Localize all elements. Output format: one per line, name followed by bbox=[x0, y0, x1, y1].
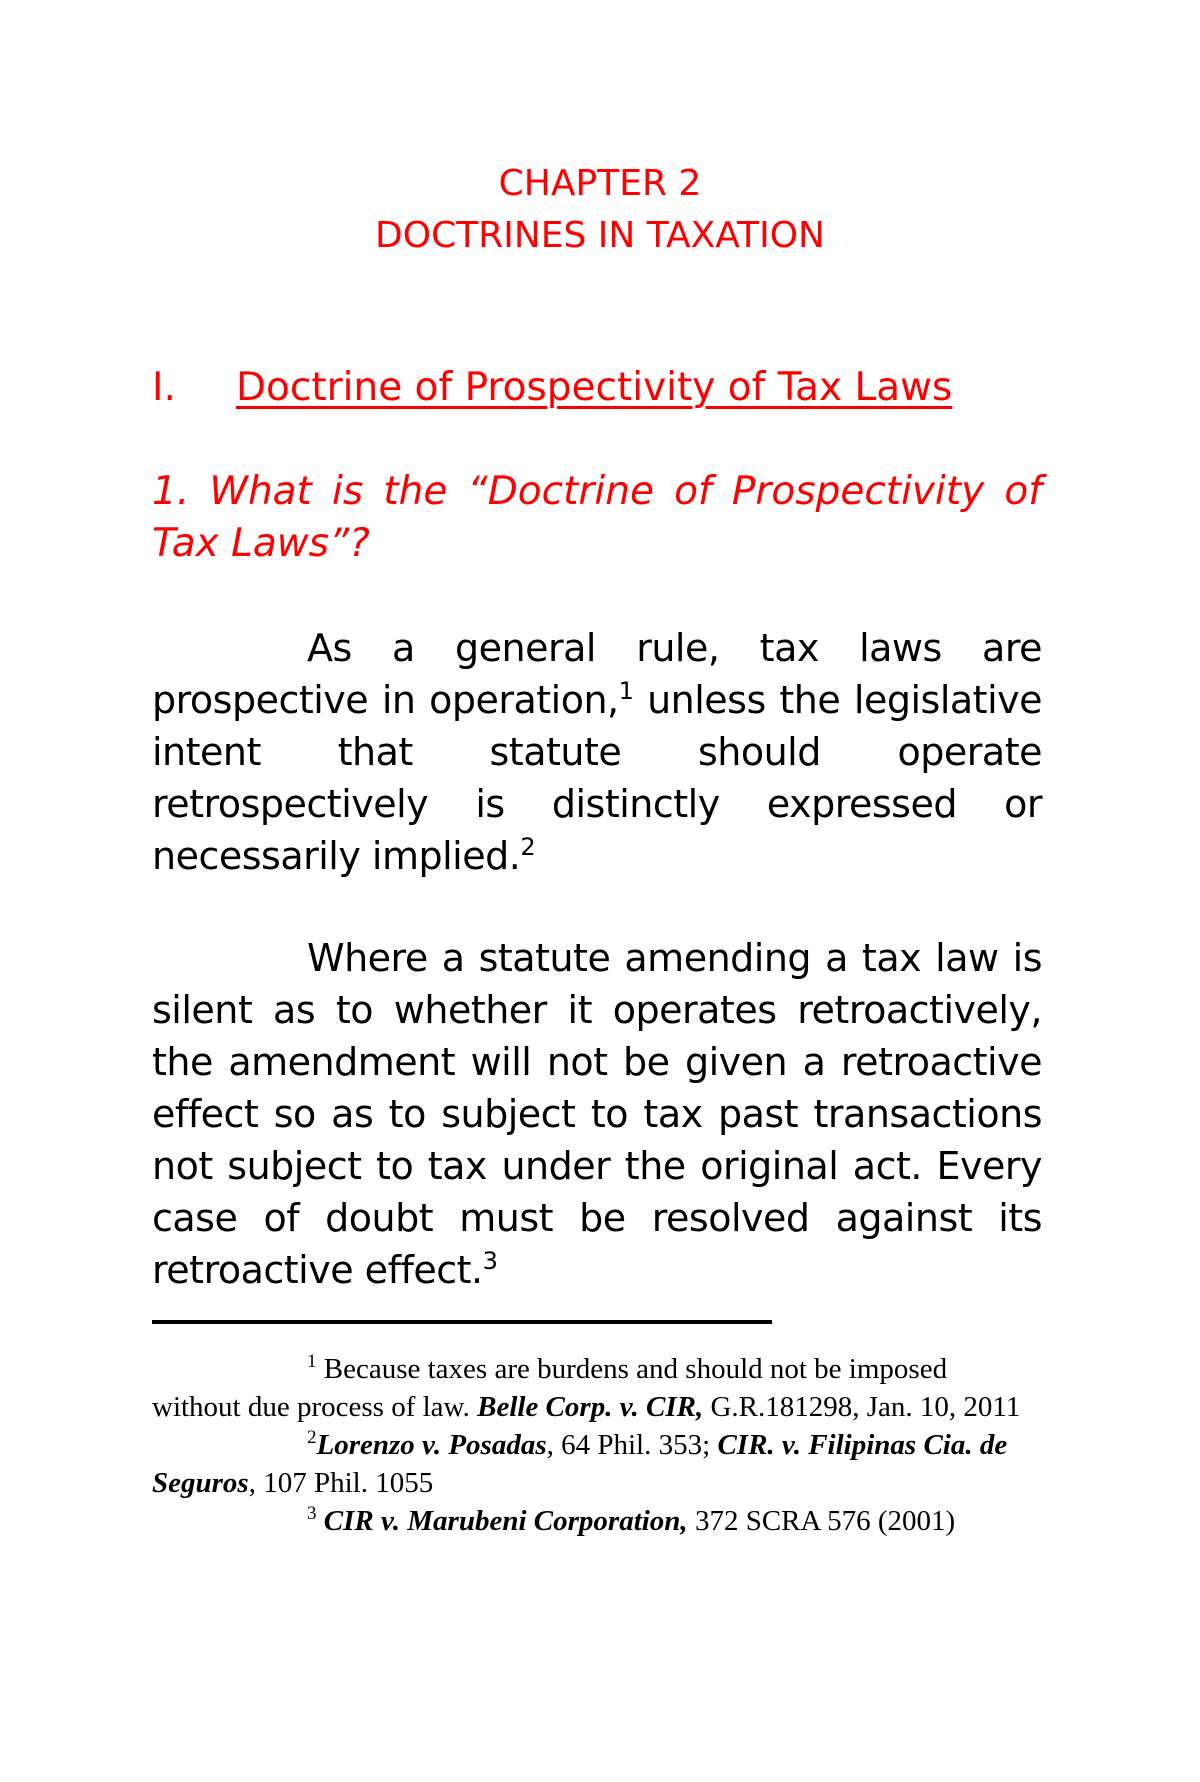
case-citation: CIR. v. Filipinas Cia. de Seguros bbox=[152, 1429, 1008, 1499]
footnote-ref: 2 bbox=[520, 833, 536, 861]
section-number: I. bbox=[152, 365, 176, 410]
chapter-title: DOCTRINES IN TAXATION bbox=[375, 215, 825, 256]
footnote-divider bbox=[152, 1320, 772, 1324]
paragraph-text: Where a statute amending a tax law is silent as to whether it operates retroactively, the amendment will not be given a retroactive effect so as to subject to tax past transactions not subject to tax under the original act. Every case of doubt must be resolved against its retroactive effect. bbox=[152, 936, 1042, 1292]
section-title: Doctrine of Prospectivity of Tax Laws bbox=[236, 365, 953, 410]
footnote-text: G.R.181298, Jan. 10, 2011 bbox=[703, 1391, 1021, 1423]
footnotes bbox=[152, 1350, 1042, 1540]
footnote-text: 372 SCRA 576 (2001) bbox=[687, 1505, 956, 1537]
paragraph-text: unless the legislative intent that statute should operate retrospectively is distinctly expressed or necessarily implied. bbox=[152, 678, 1042, 878]
footnote-text: , 107 Phil. 1055 bbox=[248, 1467, 434, 1499]
chapter-number: CHAPTER 2 bbox=[498, 163, 702, 204]
footnote-number: 2 bbox=[307, 1427, 317, 1448]
paragraph-amending-statute bbox=[152, 932, 1042, 1296]
case-citation: Lorenzo v. Posadas bbox=[316, 1429, 547, 1461]
footnote-3 bbox=[152, 1502, 1042, 1540]
footnote-number: 1 bbox=[307, 1351, 317, 1372]
footnote-text: Because taxes are burdens and should not be imposed without due process of law. bbox=[152, 1353, 948, 1423]
question-heading: 1. What is the “Doctrine of Prospectivity of Tax Laws”? bbox=[152, 469, 1042, 566]
paragraph-general-rule bbox=[152, 622, 1042, 882]
footnote-1 bbox=[152, 1350, 1042, 1426]
footnote-2 bbox=[152, 1426, 1042, 1502]
paragraph-text: As a general rule, tax laws are prospective in operation, bbox=[152, 626, 1042, 722]
case-citation: CIR v. Marubeni Corporation, bbox=[316, 1505, 688, 1537]
footnote-text: , 64 Phil. 353; bbox=[546, 1429, 718, 1461]
footnote-ref: 3 bbox=[482, 1247, 498, 1275]
chapter-heading bbox=[0, 158, 1200, 262]
section-heading bbox=[152, 362, 1042, 414]
footnote-number: 3 bbox=[307, 1503, 317, 1524]
case-citation: Belle Corp. v. CIR, bbox=[477, 1391, 704, 1423]
footnote-ref: 1 bbox=[618, 677, 634, 705]
